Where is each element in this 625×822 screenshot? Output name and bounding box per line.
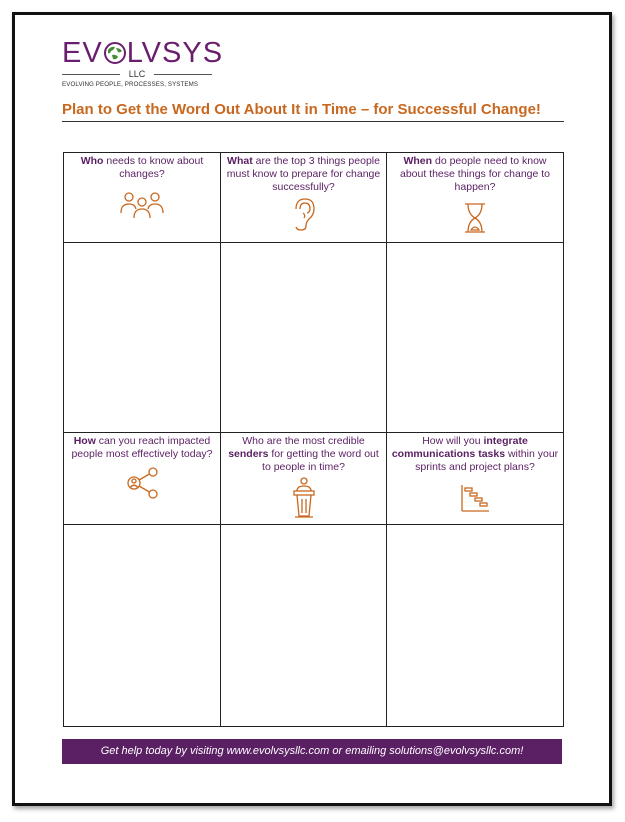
answer-row-top — [64, 243, 564, 433]
answer-cell-how[interactable] — [64, 525, 221, 727]
question-rest: are the top 3 things people must know to prepare for change successfully? — [226, 155, 381, 193]
question-text — [64, 435, 220, 461]
planning-grid — [63, 152, 564, 727]
question-keyword: When — [403, 155, 433, 167]
question-rest: needs to know about changes? — [103, 155, 204, 180]
footer-banner: Get help today by visiting www.evolvsysllc.com or emailing solutions@evolvsysllc.com! — [62, 739, 562, 764]
question-text — [64, 155, 220, 181]
globe-icon — [103, 41, 127, 65]
logo-tagline: EVOLVING PEOPLE, PROCESSES, SYSTEMS — [62, 81, 199, 88]
question-text — [387, 155, 563, 194]
ear-icon — [290, 196, 318, 232]
logo-text-end: LVSYS — [126, 37, 224, 69]
logo-llc: LLC — [128, 69, 146, 79]
question-keyword: How — [73, 435, 96, 447]
answer-cell-what[interactable] — [221, 243, 387, 433]
question-text — [221, 435, 386, 474]
logo-wordmark — [62, 37, 224, 69]
hourglass-icon — [463, 202, 487, 234]
question-keyword: Who — [80, 155, 104, 167]
company-logo — [62, 37, 224, 88]
page-title: Plan to Get the Word Out About It in Time – for Successful Change! — [62, 101, 541, 118]
question-lead: Who are the most credible — [242, 435, 365, 447]
share-network-icon — [125, 467, 159, 499]
podium-speaker-icon — [292, 477, 316, 519]
question-text — [221, 155, 386, 194]
logo-llc-row — [62, 68, 218, 80]
question-cell-what — [221, 153, 387, 243]
question-keyword: senders — [228, 448, 269, 460]
question-text — [387, 435, 563, 474]
answer-cell-when[interactable] — [387, 243, 564, 433]
question-cell-senders — [221, 433, 387, 525]
question-rest: for getting the word out to people in time? — [262, 448, 379, 473]
question-cell-when — [387, 153, 564, 243]
question-keyword: What — [227, 155, 253, 167]
question-rest: can you reach impacted people most effectively today? — [71, 435, 213, 460]
answer-row-bottom — [64, 525, 564, 727]
people-group-icon — [119, 189, 165, 219]
logo-text-start: EV — [62, 37, 103, 69]
question-lead: How will you — [422, 435, 484, 447]
answer-cell-integrate[interactable] — [387, 525, 564, 727]
question-keyword: integrate communications tasks — [391, 435, 528, 460]
gantt-chart-icon — [460, 484, 490, 514]
logo-rule-right — [154, 74, 212, 75]
question-cell-who — [64, 153, 221, 243]
question-rest: within your sprints and project plans? — [415, 448, 559, 473]
question-rest: do people need to know about these things for change to happen? — [399, 155, 551, 193]
title-underline — [62, 121, 564, 122]
answer-cell-senders[interactable] — [221, 525, 387, 727]
answer-cell-who[interactable] — [64, 243, 221, 433]
question-cell-how — [64, 433, 221, 525]
question-row-top — [64, 153, 564, 243]
question-cell-integrate — [387, 433, 564, 525]
question-row-bottom — [64, 433, 564, 525]
